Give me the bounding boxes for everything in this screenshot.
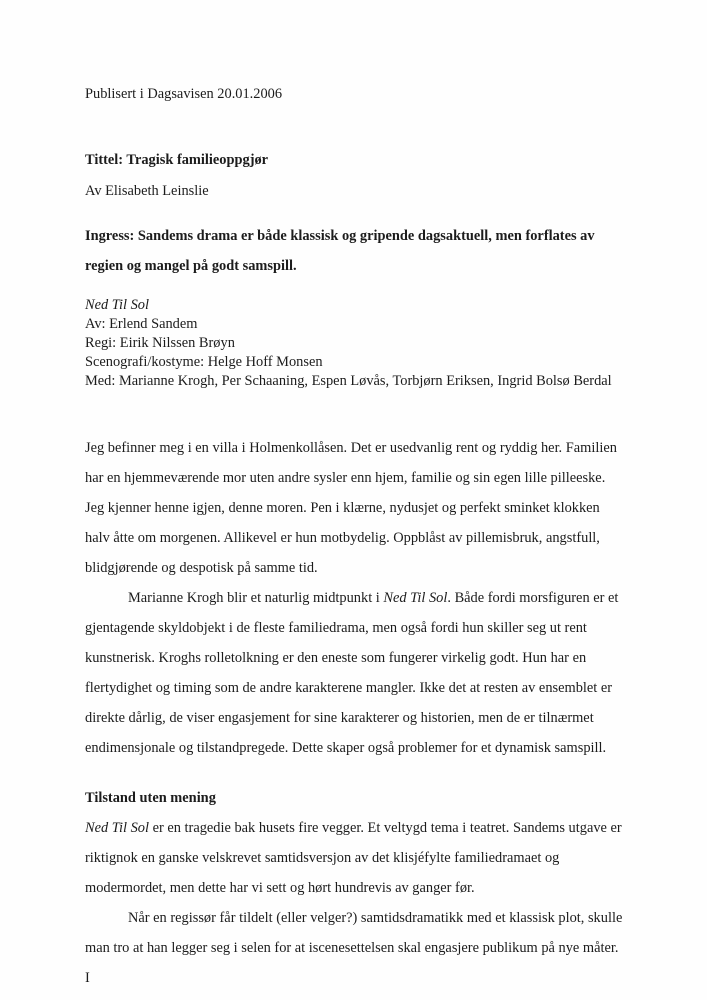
paragraph-2-text-rest: . Både fordi morsfiguren er et gjentagende skyldobjekt i de fleste familiedrama, men også fordi hun skiller seg ut rent kunstnerisk. Kroghs rolletolkning er den eneste som fungerer virkelig godt. Hun har en flertydighet og timing som de andre karakterene mangler. Ikke det at resten av ensemblet er direkte dårlig, de viser engasjement for sine karakterer og historien, men de er tilnærmet endimensjonale og tilstandpregede. Dette skaper også problemer for et dynamisk samspill. (85, 590, 619, 756)
paragraph-2-text: Marianne Krogh blir et naturlig midtpunkt i (128, 590, 384, 606)
production-director: Regi: Eirik Nilssen Brøyn (85, 335, 235, 351)
section-heading: Tilstand uten mening (85, 790, 216, 806)
ingress: Ingress: Sandems drama er både klassisk og gripende dagsaktuell, men forflates av regien og mangel på godt samspill. (85, 228, 595, 274)
paragraph-3 (85, 813, 625, 903)
production-author: Av: Erlend Sandem (85, 316, 198, 332)
production-scenography: Scenografi/kostyme: Helge Hoff Monsen (85, 354, 323, 370)
production-title: Ned Til Sol (85, 297, 149, 313)
paragraph-3-text: er en tragedie bak husets fire vegger. Et veltygd tema i teatret. Sandems utgave er riktignok en ganske velskrevet samtidsversjon av det klisjéfylte familiedramaet og modermordet, men dette har vi sett og hørt hundrevis av ganger før. (85, 820, 622, 896)
paragraph-3-play-title: Ned Til Sol (85, 820, 149, 836)
article-body (85, 433, 625, 993)
production-credits (85, 296, 625, 391)
byline: Av Elisabeth Leinslie (85, 183, 209, 199)
paragraph-4: Når en regissør får tildelt (eller velger?) samtidsdramatikk med et klassisk plot, skulle man tro at han legger seg i selen for at iscenesettelsen skal engasjere publikum på nye måter. I (85, 910, 623, 986)
paragraph-1: Jeg befinner meg i en villa i Holmenkollåsen. Det er usedvanlig rent og ryddig her. Familien har en hjemmeværende mor uten andre sysler enn hjem, familie og sin egen lille pilleeske. Jeg kjenner henne igjen, denne moren. Pen i klærne, nydusjet og perfekt sminket klokken halv åtte om morgenen. Allikevel er hun motbydelig. Oppblåst av pillemisbruk, angstfull, blidgjørende og despotisk på samme tid. (85, 440, 617, 576)
article-title: Tittel: Tragisk familieoppgjør (85, 152, 269, 168)
paragraph-2-play-title: Ned Til Sol (383, 590, 448, 606)
published-line: Publisert i Dagsavisen 20.01.2006 (85, 86, 283, 102)
production-cast: Med: Marianne Krogh, Per Schaaning, Espen Løvås, Torbjørn Eriksen, Ingrid Bolsø Berdal (85, 373, 612, 389)
paragraph-2 (85, 583, 625, 763)
